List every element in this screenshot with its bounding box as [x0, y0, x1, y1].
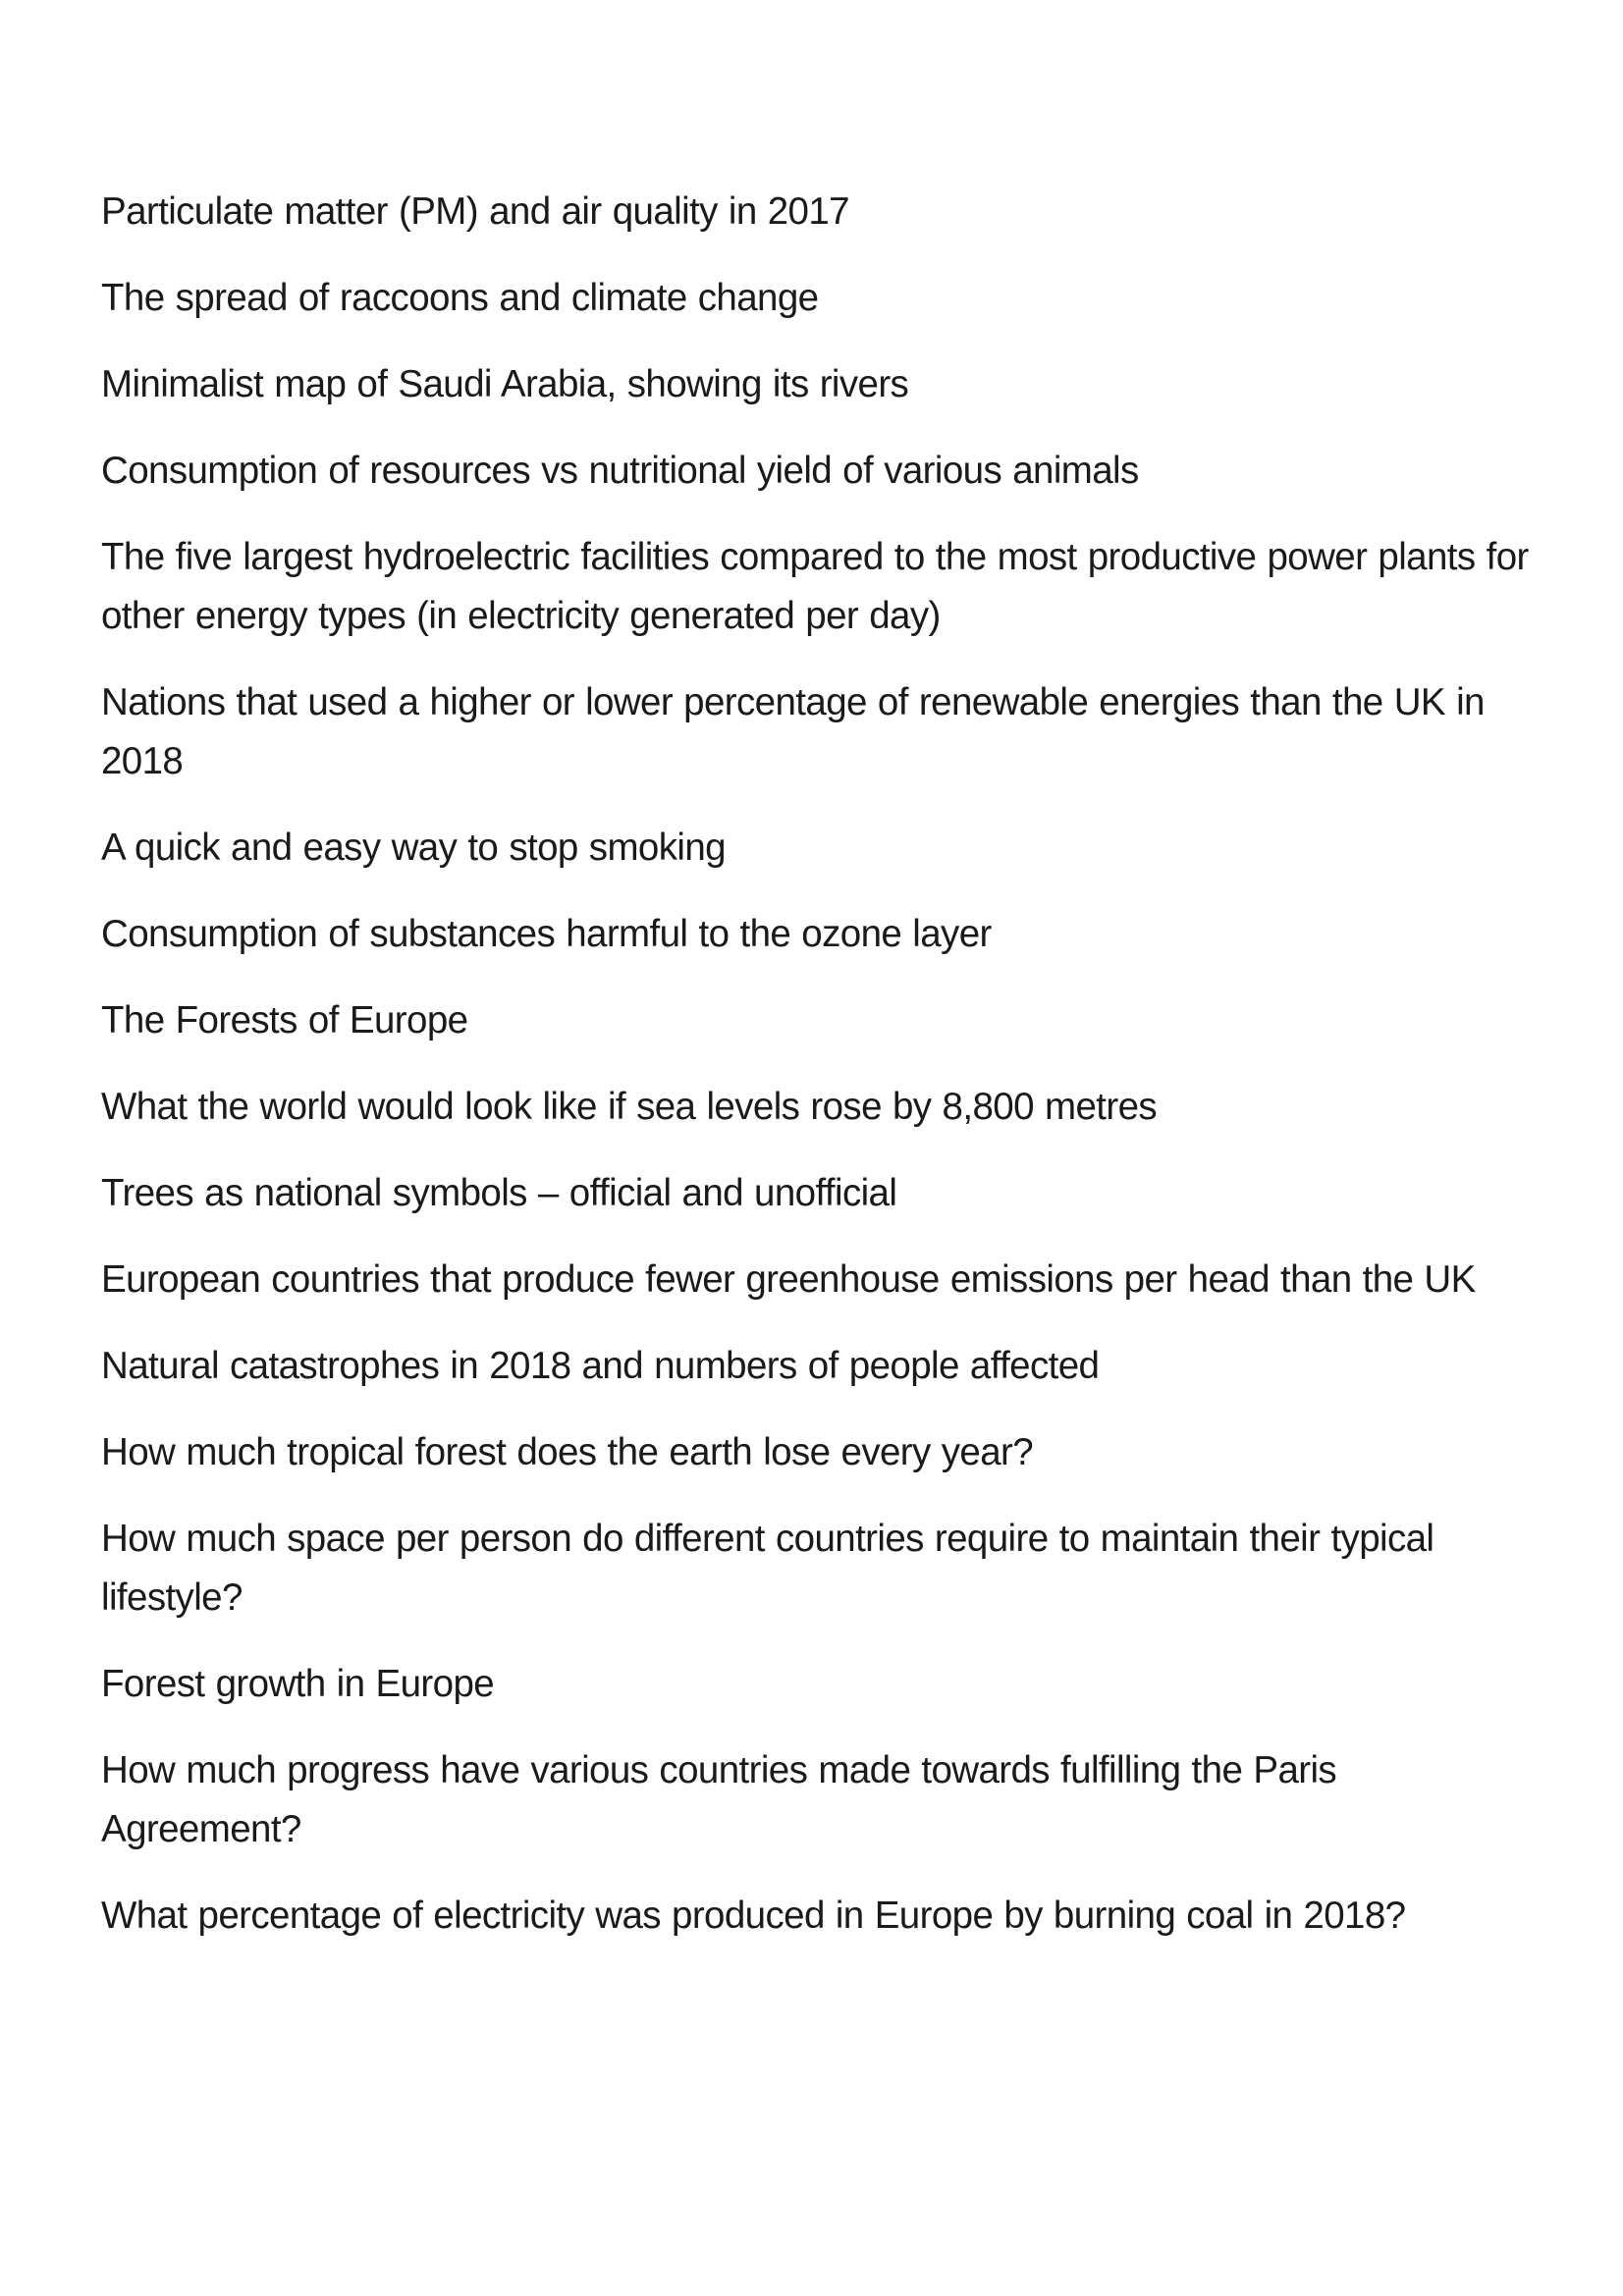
topic-item: Particulate matter (PM) and air quality in 2017 — [101, 190, 849, 233]
topic-item: European countries that produce fewer greenhouse emissions per head than the UK — [101, 1258, 1476, 1301]
topic-item: The five largest hydroelectric facilities compared to the most productive power plants for other energy types (in electricity generated per day) — [101, 536, 1529, 637]
topic-item: Minimalist map of Saudi Arabia, showing its rivers — [101, 363, 909, 405]
topic-item: Natural catastrophes in 2018 and numbers of people affected — [101, 1345, 1100, 1387]
topic-list — [101, 183, 1544, 1973]
topic-item: The spread of raccoons and climate change — [101, 277, 819, 319]
topic-item: How much space per person do different countries require to maintain their typical lifestyle? — [101, 1518, 1434, 1619]
topic-item: How much tropical forest does the earth lose every year? — [101, 1431, 1034, 1473]
topic-item: The Forests of Europe — [101, 999, 468, 1041]
topic-item: What percentage of electricity was produced in Europe by burning coal in 2018? — [101, 1895, 1406, 1937]
topic-item: Forest growth in Europe — [101, 1663, 495, 1705]
topic-item: Nations that used a higher or lower percentage of renewable energies than the UK in 2018 — [101, 681, 1485, 782]
topic-item: Consumption of substances harmful to the ozone layer — [101, 913, 992, 955]
topic-item: Trees as national symbols – official and unofficial — [101, 1172, 897, 1214]
topic-item: How much progress have various countries made towards fulfilling the Paris Agreement? — [101, 1749, 1337, 1850]
topic-item: What the world would look like if sea levels rose by 8,800 metres — [101, 1086, 1158, 1128]
topic-item: A quick and easy way to stop smoking — [101, 827, 726, 869]
topic-item: Consumption of resources vs nutritional yield of various animals — [101, 450, 1139, 492]
